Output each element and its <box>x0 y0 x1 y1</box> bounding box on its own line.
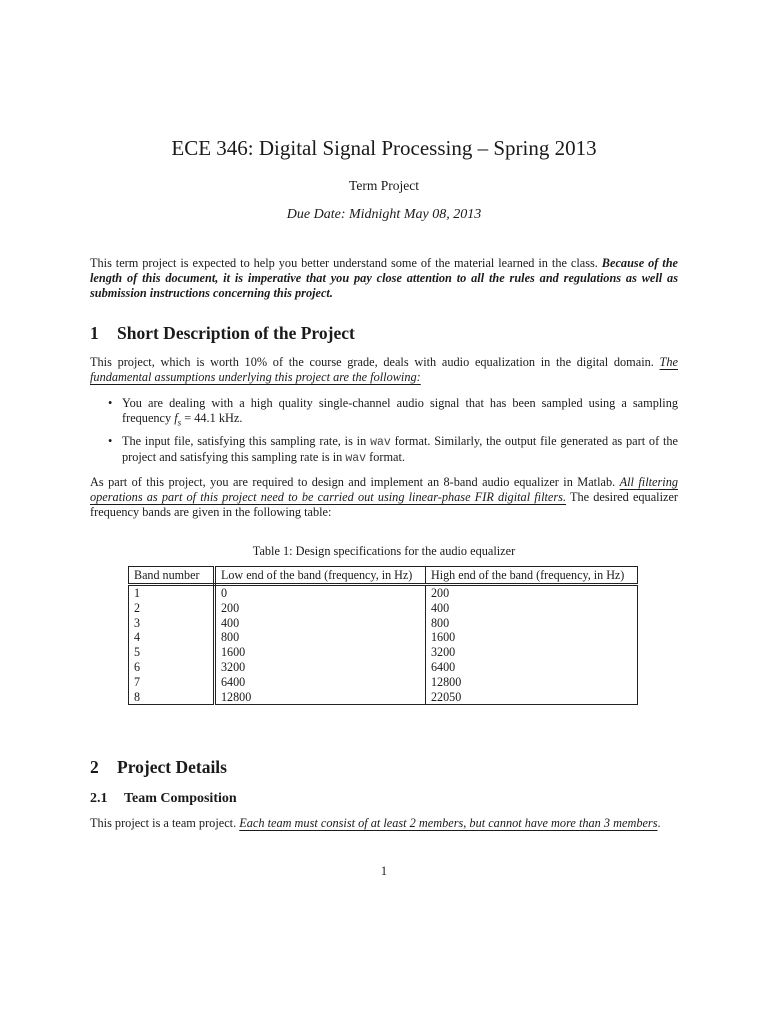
paragraph-tail: The desired equalizer frequency bands are given in the following table: <box>90 490 678 520</box>
column-header: Low end of the band (frequency, in Hz) <box>215 567 426 585</box>
paragraph-text: This project is a team project. <box>90 816 240 830</box>
subsection-number: 2.1 <box>90 791 108 806</box>
table-row <box>129 690 638 705</box>
table-cell: 800 <box>215 630 426 645</box>
paragraph-tail: . <box>657 816 661 830</box>
column-header: High end of the band (frequency, in Hz) <box>426 567 638 585</box>
table-cell: 1600 <box>426 630 638 645</box>
bullet-text: format. <box>366 450 406 465</box>
section-1-paragraph-2 <box>90 475 678 521</box>
table-cell: 800 <box>426 616 638 631</box>
table-cell: 3200 <box>215 660 426 675</box>
table-cell: 3200 <box>426 645 638 660</box>
math-subscript: s <box>177 417 182 428</box>
page-number: 1 <box>380 864 388 878</box>
table-header-row <box>129 567 638 585</box>
subsection-2-1-heading <box>90 790 237 808</box>
paragraph-text: This project, which is worth 10% of the course grade, deals with audio equalization in the digital domain. <box>90 355 660 369</box>
intro-text: This term project is expected to help you better understand some of the material learned in the class. <box>90 256 602 270</box>
bullet-text: format. Similarly, the output file generated as part of the project and satisfying this sampling rate is in <box>122 434 678 465</box>
bullet-item <box>108 434 678 466</box>
section-number: 1 <box>90 323 99 343</box>
paragraph-emphasis: All filtering operations as part of this project need to be carried out using linear-phase FIR digital filters. <box>90 475 678 505</box>
table-cell: 0 <box>215 585 426 601</box>
document-subtitle: Term Project <box>349 178 419 193</box>
section-number: 2 <box>90 757 99 777</box>
paragraph-emphasis: The fundamental assumptions underlying this project are the following: <box>90 355 678 385</box>
subsection-2-1-paragraph <box>90 816 678 831</box>
math-value: = 44.1 <box>181 411 216 426</box>
table-cell: 6400 <box>426 660 638 675</box>
table-cell: 1600 <box>215 645 426 660</box>
table-cell: 4 <box>129 630 215 645</box>
intro-emphasis: Because of the length of this document, it is imperative that you pay close attention to all the rules and regulations as well as submission instructions concerning this project. <box>90 256 678 301</box>
table-row <box>129 660 638 675</box>
bullet-icon: • <box>108 396 113 410</box>
table-cell: 5 <box>129 645 215 660</box>
column-header: Band number <box>129 567 215 585</box>
section-title: Project Details <box>117 757 227 777</box>
table-cell: 3 <box>129 616 215 631</box>
table-cell: 12800 <box>426 675 638 690</box>
table-row <box>129 645 638 660</box>
section-title: Short Description of the Project <box>117 323 355 343</box>
paragraph-text: As part of this project, you are required to design and implement an 8-band audio equalizer in Matlab. <box>90 475 620 489</box>
code-word: wav <box>345 452 367 466</box>
table-row <box>129 616 638 631</box>
table-cell: 2 <box>129 601 215 616</box>
table-cell: 22050 <box>426 690 638 705</box>
bullet-item <box>108 396 678 431</box>
table-cell: 400 <box>215 616 426 631</box>
code-word: wav <box>370 436 391 449</box>
bullet-text-tail: kHz. <box>215 411 243 426</box>
table-cell: 400 <box>426 601 638 616</box>
table-row <box>129 630 638 645</box>
table-caption: Table 1: Design specifications for the audio equalizer <box>252 544 516 558</box>
table-cell: 200 <box>426 585 638 601</box>
due-date: Due Date: Midnight May 08, 2013 <box>286 207 482 222</box>
math-variable: f <box>174 411 178 426</box>
specification-table <box>128 566 638 705</box>
table-cell: 7 <box>129 675 215 690</box>
table-cell: 200 <box>215 601 426 616</box>
table-cell: 6400 <box>215 675 426 690</box>
table-cell: 1 <box>129 585 215 601</box>
bullet-text: The input file, satisfying this sampling rate, is in <box>122 434 371 448</box>
table-row <box>129 675 638 690</box>
table-row <box>129 601 638 616</box>
bullet-icon: • <box>108 434 113 448</box>
table-cell: 6 <box>129 660 215 675</box>
document-title: ECE 346: Digital Signal Processing – Spring 2013 <box>171 136 597 160</box>
subsection-title: Team Composition <box>124 791 237 806</box>
table-cell: 12800 <box>215 690 426 705</box>
section-1-heading <box>90 322 355 344</box>
paragraph-emphasis: Each team must consist of at least 2 members, but cannot have more than 3 members <box>239 816 658 830</box>
bullet-text: You are dealing with a high quality single-channel audio signal that has been sampled using a sampling frequency <box>122 396 678 426</box>
intro-paragraph <box>90 256 678 302</box>
section-2-heading <box>90 756 227 778</box>
table-row <box>129 585 638 601</box>
section-1-paragraph-1 <box>90 355 678 385</box>
table-cell: 8 <box>129 690 215 705</box>
